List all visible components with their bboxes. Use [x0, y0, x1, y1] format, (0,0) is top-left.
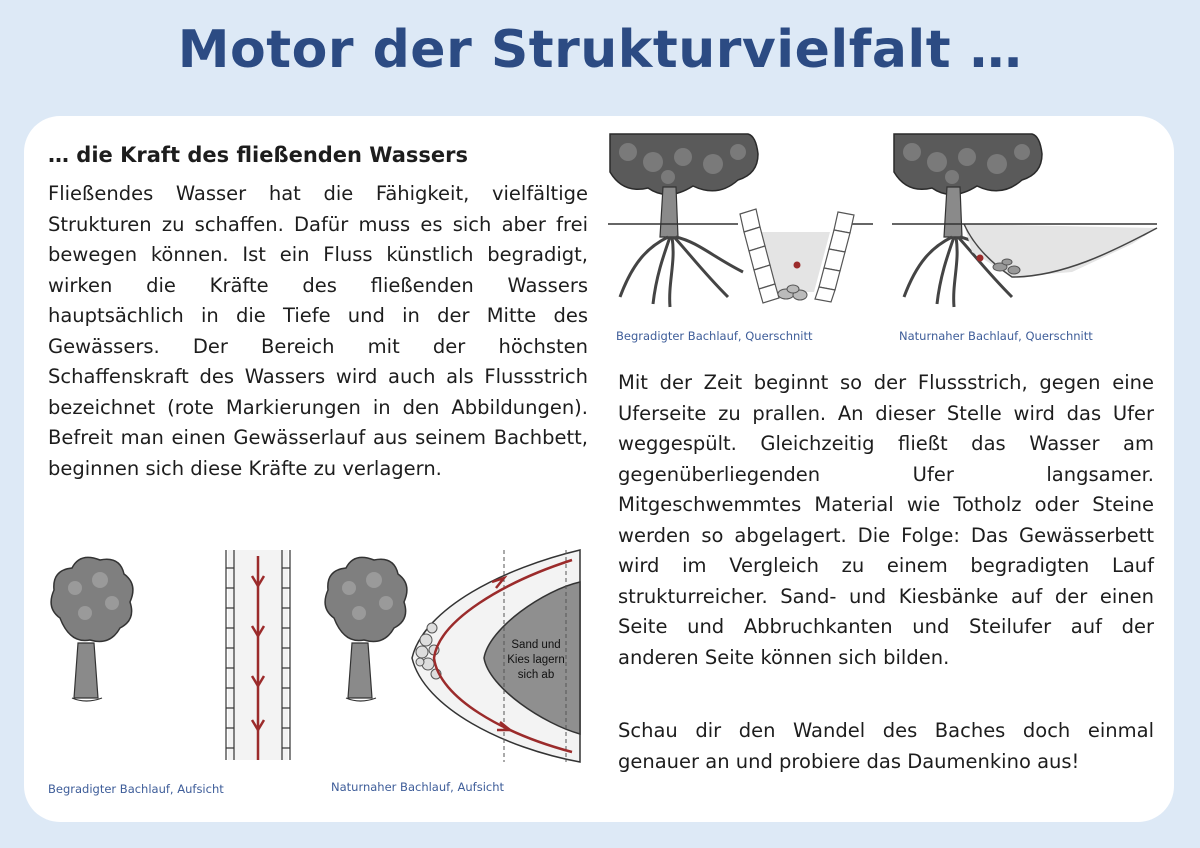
section-subheading: … die Kraft des fließenden Wassers [48, 143, 468, 167]
page-title: Motor der Strukturvielfalt … [177, 20, 1023, 80]
illustration-top-view-straightened [40, 548, 310, 768]
intro-paragraph: Fließendes Wasser hat die Fähigkeit, vielfältige Strukturen zu schaffen. Dafür muss es sich aber frei bewegen können. Ist ein Fluss künstlich begradigt, wirken die Kräfte des fließenden Wassers hauptsächlich in die Tiefe und in der Mitte des Gewässers. Der Bereich mit der höchsten Schaffenskraft des Wassers wird auch als Flussstrich bezeichnet (rote Markierungen in den Abbildungen). Befreit man einen Gewässerlauf aus seinem Bachbett, beginnen sich diese Kräfte zu verlagern. [48, 182, 588, 480]
invitation-paragraph: Schau dir den Wandel des Baches doch einmal genauer an und probiere das Daumenkino aus! [618, 719, 1154, 773]
illustration-top-view-natural [314, 548, 590, 768]
tree-icon [51, 557, 133, 701]
caption-cross-straightened: Begradigter Bachlauf, Querschnitt [616, 329, 813, 343]
flow-marker [794, 262, 801, 269]
tree-icon [610, 134, 758, 307]
tree-icon [325, 557, 407, 701]
caption-top-straightened: Begradigter Bachlauf, Aufsicht [48, 782, 224, 796]
consequence-paragraph: Mit der Zeit beginnt so der Flussstrich, gegen eine Uferseite zu prallen. An dieser Stelle wird das Ufer weggespült. Gleichzeitig fließt das Wasser am gegenüberliegenden Ufer langsamer. Mitgeschwemmtes Material wie Totholz oder Steine werden so abgelagert. Die Folge: Das Gewässerbett wird im Vergleich zu einem begradigten Lauf strukturreicher. Sand- und Kiesbänke auf der einen Seite und Abbruchkanten und Steilufer auf der anderen Seite können sich bilden. [618, 371, 1154, 669]
caption-top-natural: Naturnaher Bachlauf, Aufsicht [331, 780, 505, 794]
caption-cross-natural: Naturnaher Bachlauf, Querschnitt [899, 329, 1093, 343]
sandbank-label: Kies lagern [507, 654, 565, 666]
flow-marker [977, 255, 984, 262]
sandbank-label: sich ab [517, 669, 555, 681]
illustration-cross-section-straightened [608, 132, 878, 312]
sandbank-label: Sand und [511, 639, 561, 651]
tree-icon [894, 134, 1042, 307]
illustration-cross-section-natural [892, 132, 1162, 312]
